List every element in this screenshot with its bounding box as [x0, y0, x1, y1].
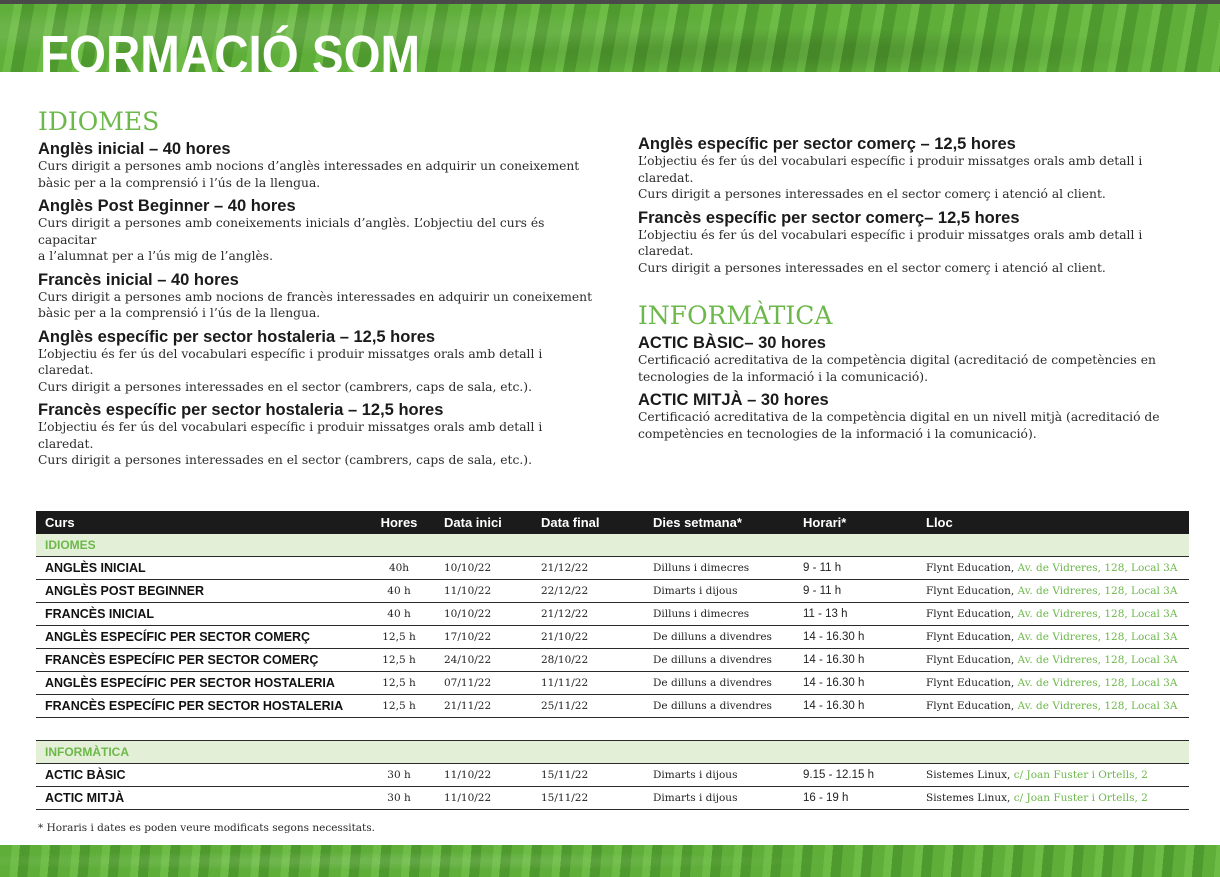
course-title: Anglès específic per sector hostaleria – 12,5 hores: [38, 327, 436, 346]
cell-lloc: [917, 580, 1189, 603]
course-block: [638, 209, 1198, 277]
course-title: Francès inicial – 40 hores: [38, 270, 239, 289]
lloc-address: Av. de Vidreres, 128, Local 3A: [1017, 585, 1178, 597]
column-header-horari: Horari*: [794, 511, 917, 534]
cell-curs: ANGLÈS INICIAL: [36, 557, 363, 580]
left-column: [38, 108, 598, 475]
table-row: [36, 787, 1189, 810]
course-title: ACTIC BÀSIC– 30 hores: [638, 334, 826, 352]
table-row: [36, 557, 1189, 580]
table-spacer: [36, 718, 1189, 741]
table-row: [36, 672, 1189, 695]
cell-hores: 12,5 h: [363, 672, 435, 695]
column-header-data-final: Data final: [532, 511, 644, 534]
column-header-curs: Curs: [36, 511, 363, 534]
course-description: Certificació acreditativa de la competència digital en un nivell mitjà (acreditació de competències en tecnologies de la informació i la comunicació).: [638, 410, 1160, 441]
cell-data-final: 15/11/22: [532, 764, 644, 787]
section-heading-informatica: INFORMÀTICA: [638, 301, 833, 330]
category-row-informatica: [36, 741, 1189, 764]
column-header-lloc: Lloc: [917, 511, 1189, 534]
column-header-dies-setmana: Dies setmana*: [644, 511, 794, 534]
course-description: L’objectiu és fer ús del vocabulari específic i produir missatges orals amb detall i claredat. Curs dirigit a persones interessades en el sector comerç i atenció al client.: [638, 227, 1143, 275]
cell-horari: 9 - 11 h: [794, 580, 917, 603]
course-description: Certificació acreditativa de la competència digital (acreditació de competències en tecnologies de la informació i la comunicació).: [638, 353, 1156, 384]
lloc-address: Av. de Vidreres, 128, Local 3A: [1017, 700, 1178, 712]
cell-curs: FRANCÈS ESPECÍFIC PER SECTOR COMERÇ: [36, 649, 363, 672]
header-banner: [0, 0, 1220, 85]
footer-banner: [0, 845, 1220, 877]
course-description: Curs dirigit a persones amb coneixements inicials d’anglès. L’objectiu del curs és capacitar a l’alumnat per a l’ús mig de l’anglès.: [38, 216, 545, 263]
lloc-address: Av. de Vidreres, 128, Local 3A: [1017, 677, 1178, 689]
right-column: [638, 135, 1198, 448]
cell-horari: 14 - 16.30 h: [794, 695, 917, 718]
category-row-idiomes: [36, 534, 1189, 557]
cell-lloc: [917, 787, 1189, 810]
course-title: Anglès Post Beginner – 40 hores: [38, 197, 296, 215]
cell-lloc: [917, 764, 1189, 787]
page-title: FORMACIÓ SOM: [40, 25, 421, 85]
cell-hores: 12,5 h: [363, 695, 435, 718]
cell-data-final: 21/12/22: [532, 557, 644, 580]
lloc-name: Flynt Education,: [926, 654, 1018, 666]
cell-data-final: 11/11/22: [532, 672, 644, 695]
cell-hores: 30 h: [363, 764, 435, 787]
table-row: [36, 603, 1189, 626]
cell-hores: 40 h: [363, 580, 435, 603]
cell-horari: 9.15 - 12.15 h: [794, 764, 917, 787]
cell-dies: Dimarts i dijous: [644, 764, 794, 787]
column-header-hores: Hores: [363, 511, 435, 534]
course-block: [38, 140, 598, 191]
lloc-name: Flynt Education,: [926, 700, 1018, 712]
cell-dies: De dilluns a divendres: [644, 695, 794, 718]
cell-lloc: [917, 626, 1189, 649]
table-row: [36, 626, 1189, 649]
cell-data-inici: 11/10/22: [435, 787, 532, 810]
cell-curs: ANGLÈS POST BEGINNER: [36, 580, 363, 603]
cell-data-inici: 10/10/22: [435, 557, 532, 580]
lloc-name: Flynt Education,: [926, 562, 1018, 574]
course-description: L’objectiu és fer ús del vocabulari específic i produir missatges orals amb detall i claredat. Curs dirigit a persones interessades en el sector (cambrers, caps de sala, etc.).: [38, 420, 543, 467]
course-title: Francès específic per sector comerç– 12,5 hores: [638, 208, 1020, 227]
cell-data-inici: 21/11/22: [435, 695, 532, 718]
lloc-address: Av. de Vidreres, 128, Local 3A: [1017, 562, 1178, 574]
cell-lloc: [917, 603, 1189, 626]
cell-data-final: 25/11/22: [532, 695, 644, 718]
table-row: [36, 764, 1189, 787]
lloc-name: Sistemes Linux,: [926, 769, 1014, 781]
section-heading-idiomes: IDIOMES: [38, 107, 160, 136]
cell-lloc: [917, 672, 1189, 695]
cell-data-final: 21/12/22: [532, 603, 644, 626]
course-block: [38, 328, 598, 396]
course-description: L’objectiu és fer ús del vocabulari específic i produir missatges orals amb detall i claredat. Curs dirigit a persones interessades en el sector comerç i atenció al client.: [638, 154, 1143, 201]
cell-hores: 12,5 h: [363, 626, 435, 649]
cell-data-inici: 11/10/22: [435, 764, 532, 787]
cell-curs: ACTIC BÀSIC: [36, 764, 363, 787]
course-block: [638, 391, 1198, 442]
cell-data-final: 22/12/22: [532, 580, 644, 603]
cell-hores: 40 h: [363, 603, 435, 626]
cell-data-inici: 07/11/22: [435, 672, 532, 695]
cell-data-final: 28/10/22: [532, 649, 644, 672]
cell-curs: ANGLÈS ESPECÍFIC PER SECTOR COMERÇ: [36, 626, 363, 649]
cell-hores: 12,5 h: [363, 649, 435, 672]
category-label: INFORMÀTICA: [36, 741, 1189, 764]
course-description: Curs dirigit a persones amb nocions d’anglès interessades en adquirir un coneixement bàsic per a la comprensió i l’ús de la llengua.: [38, 159, 580, 190]
column-header-data-inici: Data inici: [435, 511, 532, 534]
cell-lloc: [917, 695, 1189, 718]
course-block: [638, 135, 1198, 203]
cell-dies: Dimarts i dijous: [644, 580, 794, 603]
course-block: [38, 197, 598, 265]
cell-horari: 11 - 13 h: [794, 603, 917, 626]
cell-data-final: 21/10/22: [532, 626, 644, 649]
cell-dies: Dilluns i dimecres: [644, 603, 794, 626]
course-title: ACTIC MITJÀ – 30 hores: [638, 391, 829, 409]
cell-curs: FRANCÈS ESPECÍFIC PER SECTOR HOSTALERIA: [36, 695, 363, 718]
category-label: IDIOMES: [36, 534, 1189, 557]
cell-horari: 14 - 16.30 h: [794, 649, 917, 672]
cell-data-inici: 10/10/22: [435, 603, 532, 626]
cell-horari: 9 - 11 h: [794, 557, 917, 580]
course-title: Anglès específic per sector comerç – 12,5 hores: [638, 135, 1016, 153]
lloc-name: Sistemes Linux,: [926, 792, 1014, 804]
lloc-address: c/ Joan Fuster i Ortells, 2: [1013, 792, 1148, 804]
cell-dies: De dilluns a divendres: [644, 626, 794, 649]
cell-data-inici: 17/10/22: [435, 626, 532, 649]
table-row: [36, 649, 1189, 672]
course-block: [638, 334, 1198, 385]
schedule-table: [36, 511, 1189, 810]
cell-dies: De dilluns a divendres: [644, 672, 794, 695]
cell-hores: 30 h: [363, 787, 435, 810]
cell-horari: 14 - 16.30 h: [794, 626, 917, 649]
cell-lloc: [917, 649, 1189, 672]
lloc-name: Flynt Education,: [926, 585, 1018, 597]
lloc-address: c/ Joan Fuster i Ortells, 2: [1013, 769, 1148, 781]
cell-hores: 40h: [363, 557, 435, 580]
cell-curs: ACTIC MITJÀ: [36, 787, 363, 810]
cell-curs: FRANCÈS INICIAL: [36, 603, 363, 626]
lloc-address: Av. de Vidreres, 128, Local 3A: [1017, 631, 1178, 643]
cell-data-inici: 24/10/22: [435, 649, 532, 672]
course-description: L’objectiu és fer ús del vocabulari específic i produir missatges orals amb detall i claredat. Curs dirigit a persones interessades en el sector (cambrers, caps de sala, etc.).: [38, 346, 543, 394]
cell-dies: De dilluns a divendres: [644, 649, 794, 672]
lloc-address: Av. de Vidreres, 128, Local 3A: [1017, 608, 1178, 620]
table-row: [36, 580, 1189, 603]
cell-data-final: 15/11/22: [532, 787, 644, 810]
course-description: Curs dirigit a persones amb nocions de francès interessades en adquirir un coneixement bàsic per a la comprensió i l’ús de la llengua.: [38, 289, 593, 320]
course-title: Francès específic per sector hostaleria – 12,5 hores: [38, 401, 444, 419]
lloc-name: Flynt Education,: [926, 608, 1018, 620]
table-row: [36, 695, 1189, 718]
footnote: * Horaris i dates es poden veure modificats segons necessitats.: [38, 822, 375, 834]
course-title: Anglès inicial – 40 hores: [38, 140, 231, 158]
lloc-name: Flynt Education,: [926, 677, 1018, 689]
table-header-row: [36, 511, 1189, 534]
cell-horari: 16 - 19 h: [794, 787, 917, 810]
lloc-name: Flynt Education,: [926, 631, 1018, 643]
cell-curs: ANGLÈS ESPECÍFIC PER SECTOR HOSTALERIA: [36, 672, 363, 695]
cell-data-inici: 11/10/22: [435, 580, 532, 603]
cell-dies: Dimarts i dijous: [644, 787, 794, 810]
lloc-address: Av. de Vidreres, 128, Local 3A: [1017, 654, 1178, 666]
course-block: [38, 401, 598, 469]
course-block: [38, 271, 598, 322]
cell-horari: 14 - 16.30 h: [794, 672, 917, 695]
cell-dies: Dilluns i dimecres: [644, 557, 794, 580]
cell-lloc: [917, 557, 1189, 580]
